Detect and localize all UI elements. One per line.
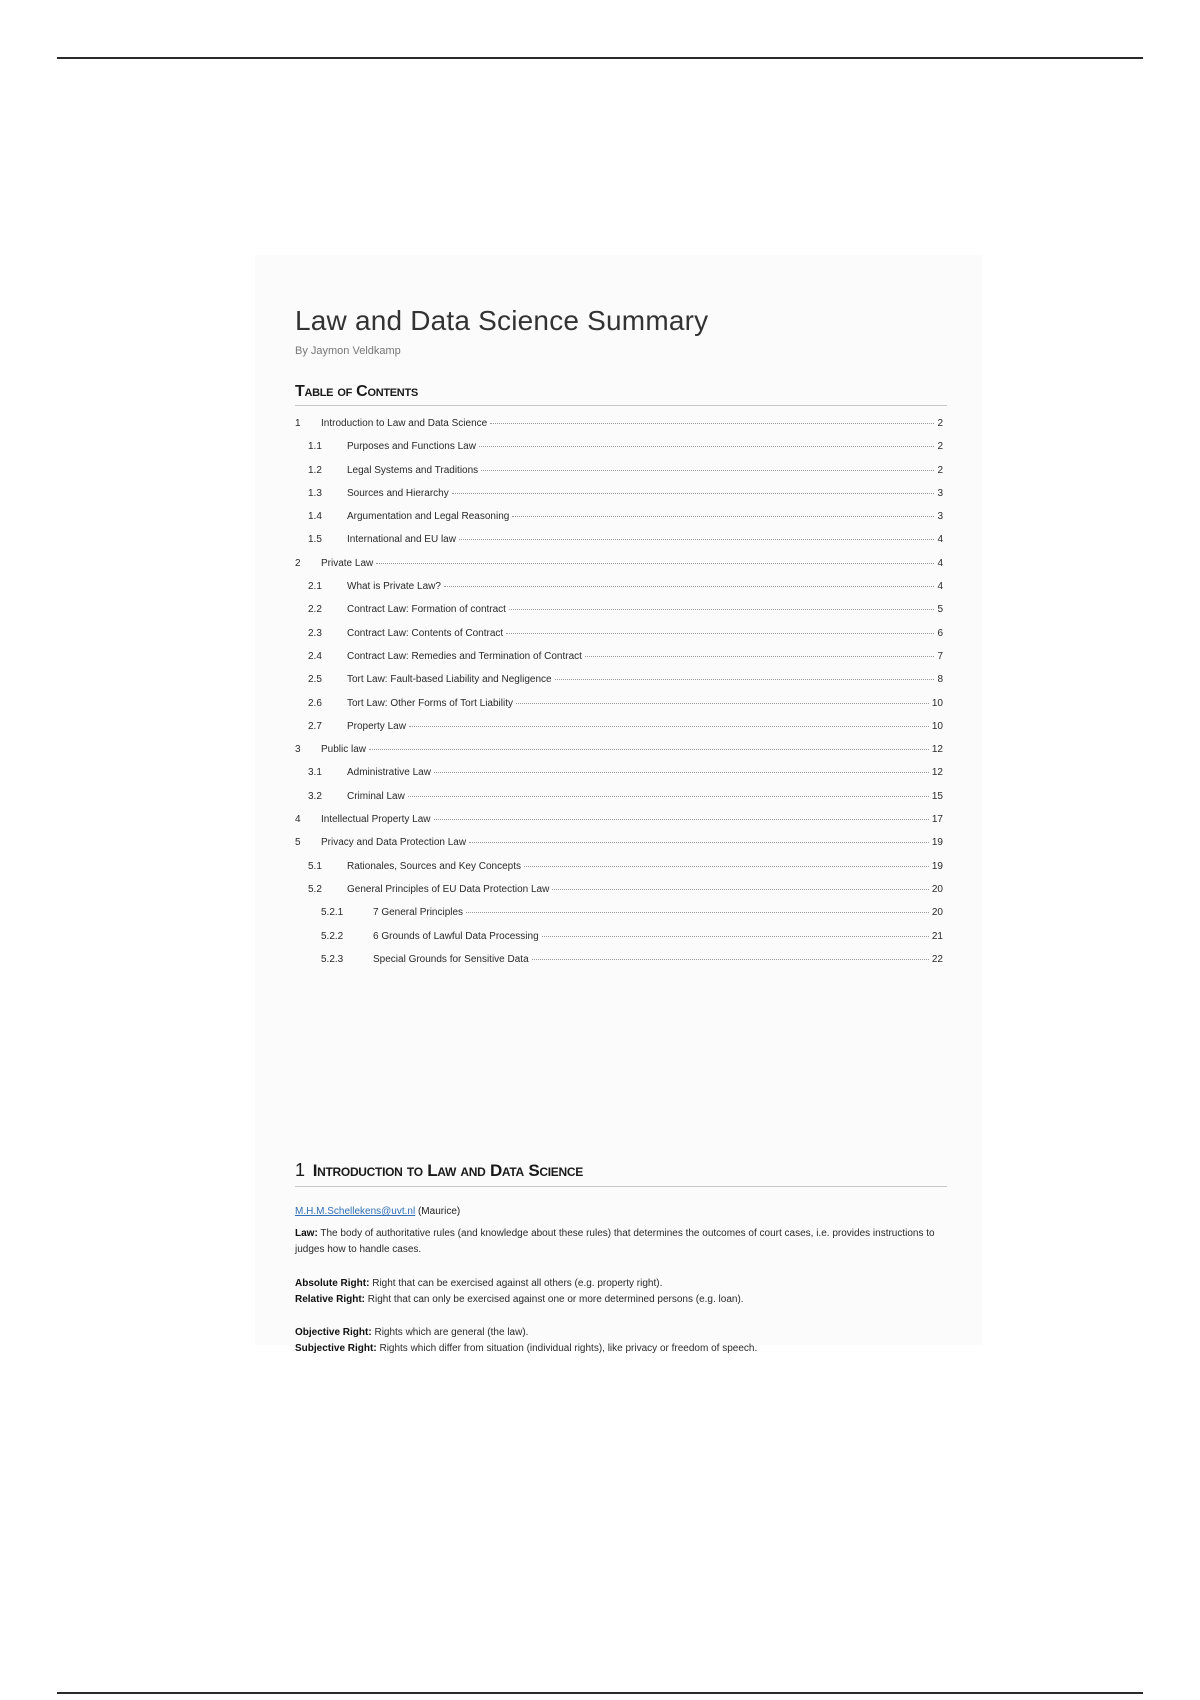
toc-entry-label: General Principles of EU Data Protection Law	[347, 883, 550, 895]
toc-leader-dots	[509, 609, 934, 610]
toc-entry-number: 2.1	[308, 581, 322, 593]
toc-entry[interactable]	[295, 698, 943, 721]
toc-entry-number: 2.4	[308, 650, 322, 662]
toc-leader-dots	[376, 563, 934, 564]
toc-entry-label: 7 General Principles	[373, 907, 464, 919]
toc-entry-page: 3	[937, 487, 943, 499]
toc-entry-page: 4	[937, 557, 943, 569]
toc-entry-label: Legal Systems and Traditions	[347, 464, 479, 476]
toc-entry-page: 12	[931, 744, 943, 756]
contact-name: (Maurice)	[415, 1206, 461, 1217]
toc-entry-label: Contract Law: Remedies and Termination of Contract	[347, 650, 582, 662]
toc-entry[interactable]	[295, 604, 943, 627]
absolute-right-text: Right that can be exercised against all others (e.g. property right).	[369, 1278, 663, 1289]
toc-entry[interactable]	[295, 931, 943, 954]
toc-entry-number: 5	[295, 837, 301, 849]
toc-entry-page: 3	[937, 511, 943, 523]
toc-leader-dots	[459, 539, 934, 540]
law-text: The body of authoritative rules (and knowledge about these rules) that determines the outcomes of court cases, i.e. provides instructions to judges how to handle cases.	[295, 1228, 935, 1255]
toc-entry-number: 3.2	[308, 790, 322, 802]
toc-entry[interactable]	[295, 558, 943, 581]
toc-entry-number: 2.7	[308, 720, 322, 732]
objective-right-definition	[295, 1325, 945, 1341]
toc-entry-page: 12	[931, 767, 943, 779]
table-of-contents	[295, 418, 943, 977]
toc-leader-dots	[408, 796, 929, 797]
toc-entry-label: Tort Law: Other Forms of Tort Liability	[347, 697, 513, 709]
toc-entry-page: 10	[931, 697, 943, 709]
relative-right-text: Right that can only be exercised against one or more determined persons (e.g. loan).	[365, 1294, 744, 1305]
toc-entry-page: 8	[937, 674, 943, 686]
toc-entry[interactable]	[295, 954, 943, 977]
toc-entry-page: 21	[931, 930, 943, 942]
toc-entry-label: Contract Law: Formation of contract	[347, 604, 506, 616]
toc-leader-dots	[409, 726, 929, 727]
toc-entry-page: 4	[937, 534, 943, 546]
toc-entry-number: 2.5	[308, 674, 322, 686]
toc-entry-page: 4	[937, 581, 943, 593]
toc-leader-dots	[434, 819, 929, 820]
toc-entry[interactable]	[295, 721, 943, 744]
section-heading	[295, 1160, 947, 1187]
toc-entry[interactable]	[295, 861, 943, 884]
toc-entry[interactable]	[295, 907, 943, 930]
toc-entry[interactable]	[295, 884, 943, 907]
toc-entry-label: Argumentation and Legal Reasoning	[347, 511, 510, 523]
document-title: Law and Data Science Summary	[295, 305, 709, 336]
toc-entry-page: 22	[931, 953, 943, 965]
toc-entry-number: 1	[295, 418, 301, 429]
toc-leader-dots	[444, 586, 935, 587]
toc-entry[interactable]	[295, 441, 943, 464]
toc-leader-dots	[585, 656, 935, 657]
toc-entry-page: 2	[937, 418, 943, 429]
toc-entry-label: Criminal Law	[347, 790, 405, 802]
toc-entry-number: 3.1	[308, 767, 322, 779]
toc-entry-number: 1.3	[308, 487, 322, 499]
top-divider	[57, 57, 1143, 59]
toc-entry-page: 2	[937, 441, 943, 453]
toc-leader-dots	[466, 912, 929, 913]
law-term: Law:	[295, 1228, 318, 1239]
toc-entry-label: Public law	[321, 744, 367, 756]
toc-entry-label: Property Law	[347, 720, 406, 732]
toc-leader-dots	[479, 446, 934, 447]
toc-entry-label: What is Private Law?	[347, 581, 441, 593]
toc-entry-label: Introduction to Law and Data Science	[321, 418, 488, 429]
toc-entry-number: 5.2.3	[321, 953, 344, 965]
toc-entry-label: Private Law	[321, 557, 374, 569]
relative-right-definition	[295, 1292, 945, 1308]
email-link[interactable]: M.H.M.Schellekens@uvt.nl	[295, 1206, 416, 1217]
toc-leader-dots	[369, 749, 929, 750]
toc-entry-number: 1.4	[308, 511, 322, 523]
toc-entry-number: 2.3	[308, 627, 322, 639]
document-preview	[255, 255, 982, 1354]
toc-entry-number: 5.1	[308, 860, 322, 872]
toc-entry-number: 3	[295, 744, 301, 756]
toc-entry-label: International and EU law	[347, 534, 456, 546]
toc-entry[interactable]	[295, 465, 943, 488]
toc-leader-dots	[481, 470, 934, 471]
toc-entry[interactable]	[295, 744, 943, 767]
toc-entry-label: Administrative Law	[347, 767, 431, 779]
toc-entry-number: 5.2.2	[321, 930, 344, 942]
toc-leader-dots	[524, 866, 929, 867]
toc-entry[interactable]	[295, 511, 943, 534]
objective-right-term: Objective Right:	[295, 1327, 372, 1338]
toc-entry-label: Tort Law: Fault-based Liability and Negligence	[347, 674, 552, 686]
toc-entry-number: 5.2.1	[321, 907, 344, 919]
toc-entry[interactable]	[295, 767, 943, 790]
toc-entry-number: 5.2	[308, 883, 322, 895]
toc-entry[interactable]	[295, 628, 943, 651]
toc-leader-dots	[516, 703, 929, 704]
absolute-right-definition	[295, 1276, 945, 1292]
toc-entry-number: 2	[295, 557, 301, 569]
toc-entry-number: 2.2	[308, 604, 322, 616]
toc-entry[interactable]	[295, 581, 943, 604]
toc-entry-label: Contract Law: Contents of Contract	[347, 627, 504, 639]
toc-entry-number: 1.1	[308, 441, 322, 453]
subjective-right-definition	[295, 1341, 945, 1357]
document-author: By Jaymon Veldkamp	[295, 345, 401, 357]
bottom-divider	[57, 1692, 1143, 1694]
toc-entry-number: 2.6	[308, 697, 322, 709]
toc-entry[interactable]	[295, 837, 943, 860]
relative-right-term: Relative Right:	[295, 1294, 366, 1305]
toc-entry[interactable]	[295, 418, 943, 441]
toc-leader-dots	[532, 959, 929, 960]
section-number: 1	[295, 1160, 305, 1180]
toc-entry-label: Sources and Hierarchy	[347, 487, 449, 499]
toc-entry-page: 15	[931, 790, 943, 802]
toc-leader-dots	[434, 772, 929, 773]
toc-entry-label: Special Grounds for Sensitive Data	[373, 953, 529, 965]
toc-leader-dots	[542, 936, 929, 937]
objective-right-text: Rights which are general (the law).	[371, 1327, 529, 1338]
toc-entry-label: Rationales, Sources and Key Concepts	[347, 860, 521, 872]
toc-entry-number: 4	[295, 814, 301, 826]
toc-entry-label: Intellectual Property Law	[321, 814, 431, 826]
toc-entry[interactable]	[295, 791, 943, 814]
toc-entry[interactable]	[295, 674, 943, 697]
toc-leader-dots	[469, 842, 929, 843]
toc-entry-label: Privacy and Data Protection Law	[321, 837, 467, 849]
subjective-right-text: Rights which differ from situation (individual rights), like privacy or freedom of speech.	[376, 1343, 758, 1354]
toc-entry[interactable]	[295, 488, 943, 511]
toc-leader-dots	[506, 633, 934, 634]
toc-entry-page: 5	[937, 604, 943, 616]
toc-entry[interactable]	[295, 651, 943, 674]
toc-entry-page: 6	[937, 627, 943, 639]
law-definition	[295, 1226, 945, 1258]
toc-entry-label: 6 Grounds of Lawful Data Processing	[373, 930, 539, 942]
section-title: Introduction to Law and Data Science	[312, 1161, 583, 1180]
toc-heading: Table of Contents	[295, 383, 947, 406]
toc-leader-dots	[452, 493, 935, 494]
toc-entry-number: 1.5	[308, 534, 322, 546]
toc-leader-dots	[552, 889, 929, 890]
toc-entry-page: 17	[931, 814, 943, 826]
toc-entry[interactable]	[295, 534, 943, 557]
toc-leader-dots	[512, 516, 934, 517]
toc-entry-number: 1.2	[308, 464, 322, 476]
toc-entry[interactable]	[295, 814, 943, 837]
contact-line	[295, 1206, 460, 1217]
toc-leader-dots	[490, 423, 934, 424]
toc-entry-page: 7	[937, 650, 943, 662]
toc-entry-page: 2	[937, 464, 943, 476]
absolute-right-term: Absolute Right:	[295, 1278, 370, 1289]
toc-leader-dots	[555, 679, 935, 680]
toc-entry-page: 10	[931, 720, 943, 732]
toc-entry-page: 20	[931, 883, 943, 895]
toc-entry-page: 19	[931, 837, 943, 849]
toc-entry-page: 19	[931, 860, 943, 872]
toc-entry-page: 20	[931, 907, 943, 919]
toc-entry-label: Purposes and Functions Law	[347, 441, 476, 453]
subjective-right-term: Subjective Right:	[295, 1343, 377, 1354]
